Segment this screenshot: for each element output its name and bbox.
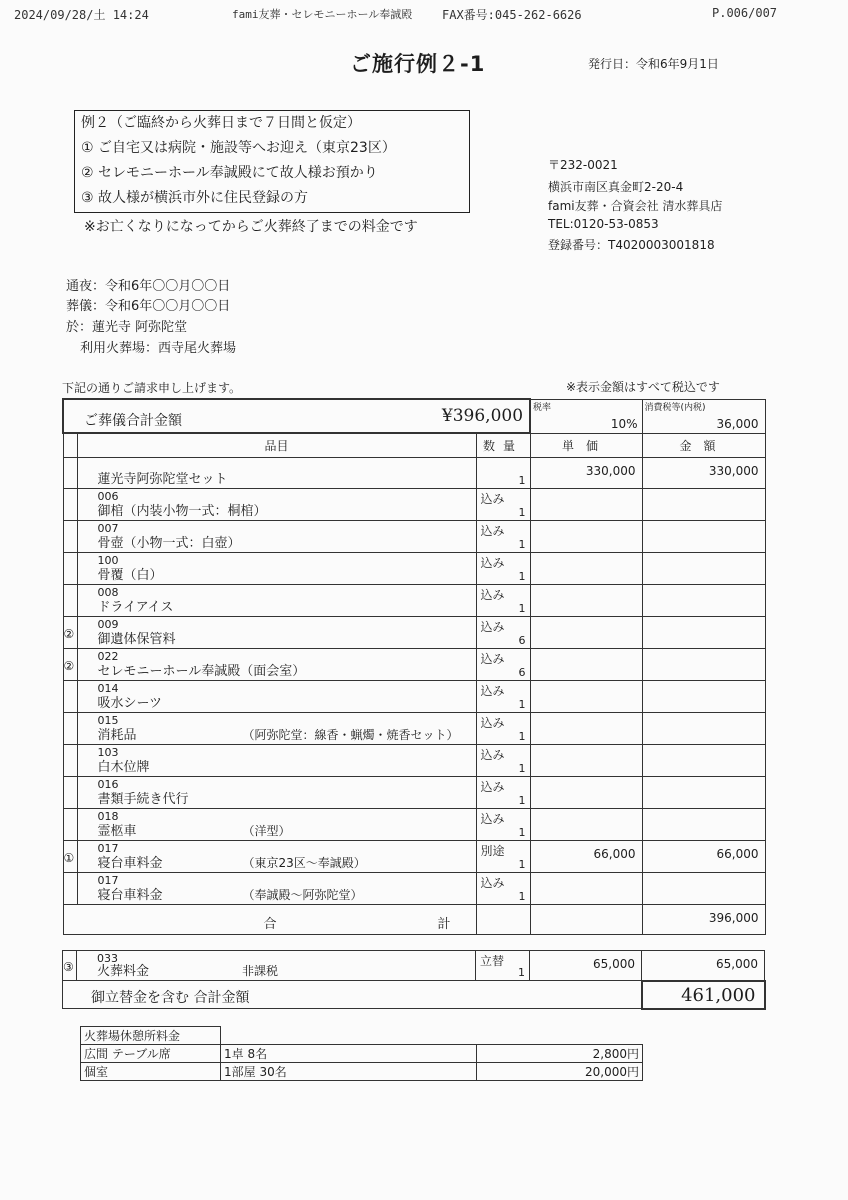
item-code: 015 [97,713,119,727]
item-name: 骨壺（小物一式：白壺） [97,535,241,551]
item-qty: 1 [518,601,526,615]
item-amount: 330,000 [708,463,759,478]
item-komi: 込み [480,555,505,570]
cremation-qty: 1 [518,966,525,979]
cremation-amount: 65,000 [716,957,758,971]
item-qty: 1 [518,473,526,487]
item-row [63,488,765,520]
example-line-3: ③ 故人様が横浜市外に住民登録の方 [81,190,309,206]
item-code: 007 [97,521,119,535]
cremation-unit: 65,000 [593,957,635,971]
item-name: 御遺体保管料 [97,631,176,647]
item-code: 017 [97,873,119,887]
header-amount: 金額 [642,433,765,457]
item-komi: 込み [480,715,505,730]
cremation-komi: 立替 [480,954,505,968]
issue-date: 発行日：令和6年9月1日 [588,57,719,71]
item-code: 100 [97,553,119,567]
company-tel: TEL:0120-53-0853 [548,217,659,231]
rest-fee-row [81,1045,643,1063]
tax-note: ※表示金額はすべて税込です [566,380,720,394]
page-title: ご施行例２-1 [350,52,486,76]
item-row [63,680,765,712]
item-sub: （東京23区～奉誠殿） [242,855,366,870]
estimate-table [62,398,766,935]
item-qty: 1 [518,537,526,551]
fax-number: FAX番号:045-262-6626 [442,8,582,22]
item-mark: ② [63,658,75,673]
item-name: 御棺（内装小物一式：桐棺） [97,503,267,519]
item-komi: 込み [480,491,505,506]
item-row [63,872,765,904]
example-box [74,110,470,213]
cremation-row [63,951,765,981]
item-komi: 込み [480,811,505,826]
summary-amount: ¥396,000 [441,406,524,426]
crematorium: 利用火葬場：西寺尾火葬場 [80,341,237,356]
item-qty: 1 [518,761,526,775]
grand-total-amount: 461,000 [681,984,756,1006]
item-qty: 1 [518,505,526,519]
tax-label: 消費税等(内税) [644,402,706,413]
item-qty: 1 [518,697,526,711]
item-name: ドライアイス [97,599,174,615]
item-qty: 1 [518,889,526,903]
item-code: 014 [97,681,119,695]
item-qty: 1 [518,569,526,583]
cremation-name: 火葬料金 [97,964,150,979]
item-qty: 6 [518,665,526,679]
item-komi: 込み [480,779,505,794]
item-name: 寝台車料金 [97,855,163,871]
item-name: 寝台車料金 [97,887,163,903]
tax-rate: 10% [610,416,638,431]
rest-fee-price: 20,000円 [477,1063,643,1081]
item-qty: 6 [518,633,526,647]
rest-fee-price: 2,800円 [477,1045,643,1063]
item-row [63,616,765,648]
subtotal-label-2: 計 [437,916,451,932]
subtotal-label-1: 合 [263,916,277,932]
company-reg-number: 登録番号：T4020003001818 [548,238,715,252]
cremation-code: 033 [97,952,118,965]
grand-total-label: 御立替金を含む 合計金額 [91,990,250,1006]
item-sub: （阿弥陀堂：線香・蝋燭・焼香セット） [242,727,459,742]
fax-datetime: 2024/09/28/土 14:24 [14,8,149,22]
subtotal-amount: 396,000 [708,910,759,925]
item-row [63,712,765,744]
rest-fee-table [80,1026,643,1081]
header-unit: 単価 [530,433,642,457]
header-row [63,433,765,457]
item-row [63,648,765,680]
item-row [63,744,765,776]
item-code: 009 [97,617,119,631]
subtotal-row [63,904,765,934]
item-amount: 66,000 [716,846,759,861]
item-name: 白木位牌 [97,759,150,775]
item-code: 017 [97,841,119,855]
grand-total-table [62,950,766,1010]
header-item: 品目 [77,433,476,457]
item-name: セレモニーホール奉誠殿（面会室） [97,663,306,679]
item-sub: （奉誠殿～阿弥陀堂） [242,887,363,902]
item-mark: ② [63,626,75,641]
item-komi: 込み [480,587,505,602]
example-note: ※お亡くなりになってからご火葬終了までの料金です [84,219,418,235]
company-name: fami友葬・合資会社 清水葬具店 [548,199,723,213]
header-qty: 数量 [476,433,530,457]
cremation-mark: ③ [63,960,74,974]
item-qty: 1 [518,857,526,871]
company-address: 横浜市南区真金町2-20-4 [548,180,684,194]
rest-fee-spec: 1部屋 30名 [221,1063,477,1081]
item-row [63,840,765,872]
item-row [63,776,765,808]
item-qty: 1 [518,825,526,839]
item-code: 016 [97,777,119,791]
summary-label: ご葬儀合計金額 [84,413,182,429]
rest-fee-name: 広間 テーブル席 [81,1045,221,1063]
item-row [63,520,765,552]
item-komi: 込み [480,523,505,538]
summary-row [63,399,765,433]
item-unit-price: 330,000 [585,463,636,478]
item-komi: 込み [480,747,505,762]
item-code: 008 [97,585,119,599]
rest-fee-heading-row [81,1027,643,1045]
item-name: 霊柩車 [97,823,137,839]
item-row [63,552,765,584]
item-name: 消耗品 [97,727,137,743]
tax-rate-label: 税率 [533,402,552,413]
item-code: 018 [97,809,119,823]
item-row [63,808,765,840]
fax-sender: fami友葬・セレモニーホール奉誠殿 [232,8,413,21]
item-komi: 込み [480,683,505,698]
sogi-date: 葬儀：令和6年〇〇月〇〇日 [66,299,231,314]
item-komi: 込み [480,619,505,634]
example-line-1: ① ご自宅又は病院・施設等へお迎え（東京23区） [81,140,396,156]
item-code: 006 [97,489,119,503]
rest-fee-heading: 火葬場休憩所料金 [81,1027,221,1045]
item-name: 書類手続き代行 [97,791,189,807]
grand-total-row [63,981,765,1009]
item-qty: 1 [518,729,526,743]
item-name: 吸水シーツ [97,695,162,711]
item-qty: 1 [518,793,526,807]
item-row [63,457,765,488]
ceremony-place: 於：蓮光寺 阿弥陀堂 [66,320,188,335]
item-mark: ① [63,850,75,865]
tax-amount: 36,000 [716,416,759,431]
rest-fee-spec: 1卓 8名 [221,1045,477,1063]
example-heading: 例２（ご臨終から火葬日まで７日間と仮定） [81,115,361,131]
company-postal: 〒232-0021 [548,158,618,172]
item-komi: 別途 [480,843,505,858]
item-code: 022 [97,649,119,663]
item-unit-price: 66,000 [593,846,636,861]
item-name: 蓮光寺阿弥陀堂セット [97,471,228,487]
fax-page: P.006/007 [712,6,778,20]
cremation-sub: 非課税 [242,964,279,978]
rest-fee-row [81,1063,643,1081]
item-sub: （洋型） [242,823,291,838]
item-komi: 込み [480,875,505,890]
rest-fee-name: 個室 [81,1063,221,1081]
intro-text: 下記の通りご請求申し上げます。 [62,381,242,395]
item-komi: 込み [480,651,505,666]
tsuya-date: 通夜：令和6年〇〇月〇〇日 [66,279,231,294]
item-code: 103 [97,745,119,759]
item-row [63,584,765,616]
example-line-2: ② セレモニーホール奉誠殿にて故人様お預かり [81,165,378,181]
item-name: 骨覆（白） [97,567,163,583]
